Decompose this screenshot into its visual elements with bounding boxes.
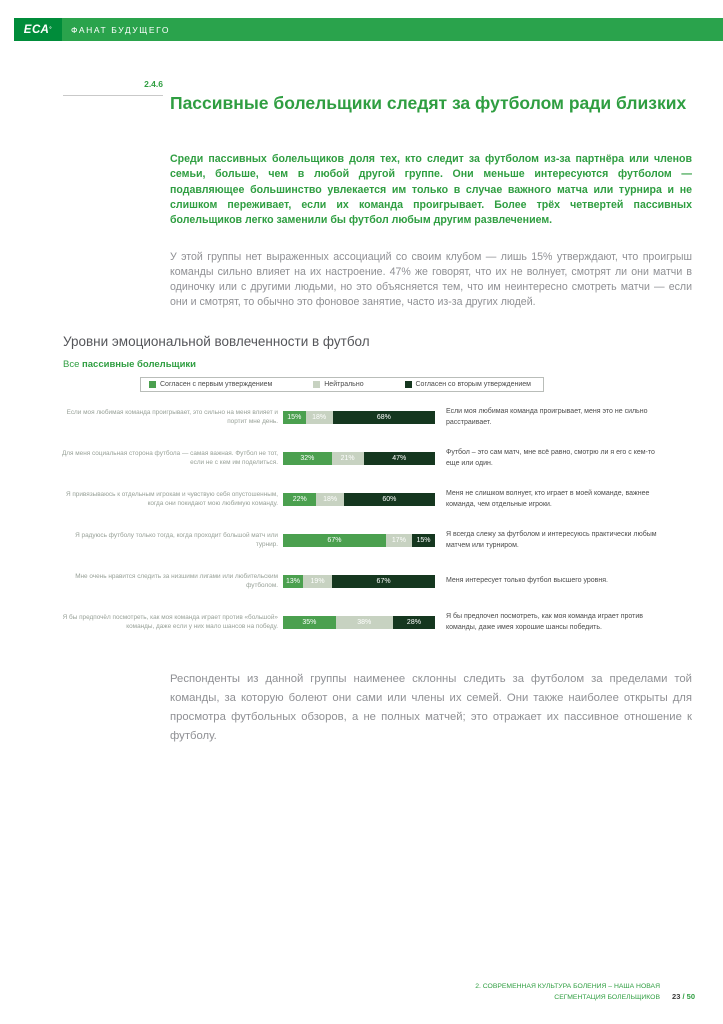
bar-segment <box>283 493 316 506</box>
bar-percent-label: 15% <box>416 537 431 544</box>
bar-right-label: Если моя любимая команда проигрывает, меня это не сильно расстраивает. <box>446 408 648 426</box>
header-band <box>62 18 723 41</box>
chart-subtitle <box>63 359 196 370</box>
bar-left-label: Мне очень нравится следить за низшими лигами или любительским футболом. <box>75 572 278 589</box>
page-number <box>672 992 695 1001</box>
bar-percent-label: 15% <box>287 414 302 421</box>
eca-logo <box>14 18 62 41</box>
page-number-separator: / <box>680 992 687 1001</box>
eca-logo-mark: ° <box>49 26 53 33</box>
bar-right-label: Меня интересует только футбол высшего уровня. <box>446 577 608 585</box>
stacked-bar <box>283 616 435 629</box>
bar-left-label: Для меня социальная сторона футбола — самая важная. Футбол не тот, если не с кем им поделиться. <box>61 449 278 466</box>
bar-right-label: Я бы предпочел посмотреть, как моя команда играет против команды, даже имея хорошие шансы победить. <box>446 613 644 631</box>
bar-percent-label: 13% <box>285 578 300 585</box>
bar-left-label: Я бы предпочёл посмотреть, как моя команда играет против «большой» команды, даже если у них мало шансов на победу. <box>62 613 278 630</box>
bar-segment <box>364 452 435 465</box>
chart-row <box>0 520 723 561</box>
bar-percent-label: 17% <box>391 537 406 544</box>
chart-rows <box>0 397 723 643</box>
bar-right-label: Футбол – это сам матч, мне всё равно, смотрю ли я его с кем-то еще или один. <box>446 449 655 467</box>
footer-line-1: 2. СОВРЕМЕННАЯ КУЛЬТУРА БОЛЕНИЯ – НАША НОВАЯ <box>475 983 660 990</box>
bar-left-label: Если моя любимая команда проигрывает, это сильно на меня влияет и портит мне день. <box>66 408 278 425</box>
bar-segment <box>386 534 412 547</box>
page-number-total: 50 <box>686 992 695 1001</box>
bar-percent-label: 67% <box>327 537 342 544</box>
bar-percent-label: 35% <box>302 619 317 626</box>
bar-segment <box>336 616 393 629</box>
bar-segment <box>283 575 303 588</box>
chart-row <box>0 479 723 520</box>
chart-row <box>0 397 723 438</box>
bar-left-label: Я привязываюсь к отдельным игрокам и чувствую себя опустошенным, когда они покидают мою любимую команду. <box>65 490 278 507</box>
bar-segment <box>283 452 332 465</box>
bar-percent-label: 60% <box>382 496 397 503</box>
eca-logo-text: ЕСА <box>23 23 50 36</box>
chart-subtitle-prefix: Все <box>63 359 83 370</box>
bar-segment <box>283 534 386 547</box>
chart-row <box>0 602 723 643</box>
bar-percent-label: 68% <box>376 414 391 421</box>
legend-swatch <box>149 381 156 388</box>
bar-right-label: Меня не слишком волнует, кто играет в моей команде, важнее команда, чем отдельные игроки. <box>446 490 650 508</box>
chart-title: Уровни эмоциональной вовлеченности в футбол <box>63 334 370 349</box>
section-divider <box>63 95 163 96</box>
legend-item <box>313 381 363 388</box>
closing-paragraph: Респонденты из данной группы наименее склонны следить за футболом за пределами той команды, за которую болеют они сами или члены их семей. Они также наиболее открыты для просмотра футбольных обзоров, а не полных матчей; это отражает их пассивное отношение к футболу. <box>170 673 692 742</box>
stacked-bar <box>283 534 435 547</box>
legend-swatch <box>405 381 412 388</box>
page-title: Пассивные болельщики следят за футболом ради близких <box>170 93 687 113</box>
stacked-bar <box>283 411 435 424</box>
bar-segment <box>412 534 435 547</box>
stacked-bar <box>283 452 435 465</box>
bar-percent-label: 21% <box>340 455 355 462</box>
chart-row <box>0 438 723 479</box>
bar-segment <box>332 452 364 465</box>
bar-percent-label: 28% <box>406 619 421 626</box>
bar-segment <box>283 411 306 424</box>
bar-percent-label: 22% <box>292 496 307 503</box>
stacked-bar <box>283 493 435 506</box>
bar-segment <box>344 493 435 506</box>
bar-segment <box>306 411 333 424</box>
bar-percent-label: 32% <box>300 455 315 462</box>
bar-percent-label: 47% <box>392 455 407 462</box>
bar-right-label: Я всегда слежу за футболом и интересуюсь практически любым матчем или турниром. <box>446 531 657 549</box>
legend-item <box>405 381 532 388</box>
legend-label: Нейтрально <box>324 381 364 388</box>
body-paragraph: У этой группы нет выраженных ассоциаций со своим клубом — лишь 15% утверждают, что проигрыш команды сильно влияет на их настроение. 47% же говорят, что их не волнует, смотрят ли они матчи в одиночку или с другими людьми, но это объясняется тем, что им неинтересно смотреть матчи — если они и смотрят, то обычно это фоновое занятие, часто из-за других людей. <box>170 251 692 309</box>
bar-percent-label: 18% <box>323 496 338 503</box>
bar-segment <box>316 493 343 506</box>
bar-segment <box>332 575 435 588</box>
footer-line-2: СЕГМЕНТАЦИЯ БОЛЕЛЬЩИКОВ <box>554 993 660 1001</box>
section-number: 2.4.6 <box>144 79 163 89</box>
bar-segment <box>333 411 435 424</box>
top-bar <box>14 18 723 41</box>
stacked-bar <box>283 575 435 588</box>
bar-percent-label: 19% <box>310 578 325 585</box>
legend-swatch <box>313 381 320 388</box>
legend-label: Согласен со вторым утверждением <box>415 381 531 388</box>
bar-percent-label: 38% <box>357 619 372 626</box>
bar-segment <box>283 616 336 629</box>
header-title: ФАНАТ БУДУЩЕГО <box>71 24 171 35</box>
chart-row <box>0 561 723 602</box>
bar-percent-label: 67% <box>376 578 391 585</box>
legend-item <box>149 381 272 388</box>
bar-segment <box>393 616 435 629</box>
page-number-current: 23 <box>672 992 681 1001</box>
bar-segment <box>303 575 332 588</box>
legend-label: Согласен с первым утверждением <box>160 381 273 388</box>
chart-legend <box>140 377 544 392</box>
footer-section-title <box>340 982 660 1003</box>
lead-paragraph: Среди пассивных болельщиков доля тех, кто следит за футболом из-за партнёра или членов семьи, больше, чем в любой другой группе. Они меньше интересуются футболом — подавляющее большинство увлекается им только в случае важного матча или турнира и не слишком переживает, если их команда проигрывает. Более трёх четвертей пассивных болельщиков легко заменили бы футбол любым другим развлечением. <box>170 153 692 227</box>
bar-percent-label: 18% <box>312 414 327 421</box>
chart-subtitle-bold: пассивные болельщики <box>82 359 197 370</box>
bar-left-label: Я радуюсь футболу только тогда, когда проходит большой матч или турнир. <box>75 531 278 548</box>
